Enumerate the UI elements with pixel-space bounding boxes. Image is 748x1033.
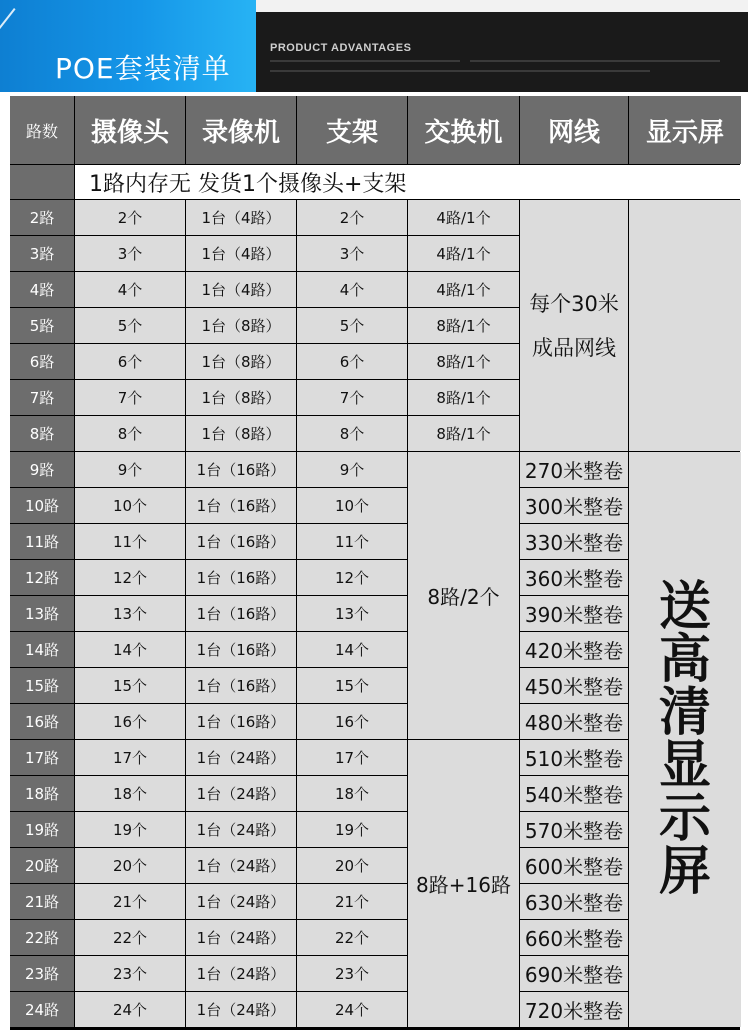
- camera-count-cell: 5个: [75, 308, 185, 343]
- header-nvr: 录像机: [186, 96, 296, 164]
- camera-count-cell: 10个: [75, 488, 185, 523]
- cable-length-cell: 510米整卷: [520, 740, 628, 775]
- camera-count-cell: 22个: [75, 920, 185, 955]
- banner-subtitle: PRODUCT ADVANTAGES: [270, 42, 412, 54]
- bracket-count-cell: 13个: [297, 596, 407, 631]
- camera-count-cell: 19个: [75, 812, 185, 847]
- bracket-count-cell: 10个: [297, 488, 407, 523]
- row-channel-label: 9路: [10, 452, 74, 487]
- cable-length-cell: 330米整卷: [520, 524, 628, 559]
- row-channel-label: 22路: [10, 920, 74, 955]
- camera-count-cell: 23个: [75, 956, 185, 991]
- cable-length-cell: 390米整卷: [520, 596, 628, 631]
- note-row-label: [10, 165, 74, 199]
- switch-cell: 4路/1个: [408, 236, 519, 271]
- row-channel-label: 24路: [10, 992, 74, 1027]
- header-display: 显示屏: [629, 96, 741, 164]
- camera-count-cell: 4个: [75, 272, 185, 307]
- bracket-count-cell: 24个: [297, 992, 407, 1027]
- switch-cell: 8路/1个: [408, 344, 519, 379]
- nvr-cell: 1台（16路）: [186, 596, 296, 631]
- camera-count-cell: 14个: [75, 632, 185, 667]
- row-channel-label: 20路: [10, 848, 74, 883]
- display-gift-char: 示: [658, 788, 711, 849]
- row-channel-label: 5路: [10, 308, 74, 343]
- bracket-count-cell: 12个: [297, 560, 407, 595]
- row-channel-label: 17路: [10, 740, 74, 775]
- row-channel-label: 7路: [10, 380, 74, 415]
- camera-count-cell: 12个: [75, 560, 185, 595]
- bracket-count-cell: 9个: [297, 452, 407, 487]
- switch-cell: 8路/1个: [408, 380, 519, 415]
- row-channel-label: 4路: [10, 272, 74, 307]
- banner: [0, 0, 748, 92]
- nvr-cell: 1台（8路）: [186, 416, 296, 451]
- row-channel-label: 11路: [10, 524, 74, 559]
- camera-count-cell: 6个: [75, 344, 185, 379]
- camera-count-cell: 20个: [75, 848, 185, 883]
- camera-count-cell: 11个: [75, 524, 185, 559]
- bracket-count-cell: 21个: [297, 884, 407, 919]
- nvr-cell: 1台（16路）: [186, 452, 296, 487]
- bracket-count-cell: 6个: [297, 344, 407, 379]
- header-bracket: 支架: [297, 96, 407, 164]
- row-channel-label: 21路: [10, 884, 74, 919]
- cable-length-cell: 540米整卷: [520, 776, 628, 811]
- camera-count-cell: 17个: [75, 740, 185, 775]
- bracket-count-cell: 11个: [297, 524, 407, 559]
- banner-decoration-line: [470, 60, 720, 62]
- bracket-count-cell: 2个: [297, 200, 407, 235]
- cable-length-cell: 660米整卷: [520, 920, 628, 955]
- camera-count-cell: 13个: [75, 596, 185, 631]
- banner-decoration-line: [270, 60, 460, 62]
- bracket-count-cell: 23个: [297, 956, 407, 991]
- nvr-cell: 1台（4路）: [186, 236, 296, 271]
- nvr-cell: 1台（8路）: [186, 308, 296, 343]
- nvr-cell: 1台（24路）: [186, 776, 296, 811]
- banner-slash-decoration: [0, 8, 16, 57]
- bracket-count-cell: 3个: [297, 236, 407, 271]
- cable-length-cell: 600米整卷: [520, 848, 628, 883]
- row-channel-label: 19路: [10, 812, 74, 847]
- nvr-cell: 1台（16路）: [186, 668, 296, 703]
- cable-length-cell: 720米整卷: [520, 992, 628, 1027]
- package-table: [10, 96, 740, 1030]
- header-channels: 路数: [10, 96, 74, 164]
- nvr-cell: 1台（16路）: [186, 488, 296, 523]
- display-gift-char: 显: [658, 735, 711, 796]
- nvr-cell: 1台（16路）: [186, 524, 296, 559]
- cable-note-line: 成品网线: [532, 335, 616, 360]
- camera-count-cell: 15个: [75, 668, 185, 703]
- nvr-cell: 1台（24路）: [186, 884, 296, 919]
- camera-count-cell: 7个: [75, 380, 185, 415]
- cable-note-line: 每个30米: [529, 291, 619, 316]
- row-channel-label: 3路: [10, 236, 74, 271]
- bracket-count-cell: 14个: [297, 632, 407, 667]
- cable-length-cell: 420米整卷: [520, 632, 628, 667]
- camera-count-cell: 21个: [75, 884, 185, 919]
- display-gift-char: 清: [658, 682, 711, 743]
- bracket-count-cell: 7个: [297, 380, 407, 415]
- bracket-count-cell: 18个: [297, 776, 407, 811]
- camera-count-cell: 2个: [75, 200, 185, 235]
- row-channel-label: 6路: [10, 344, 74, 379]
- bracket-count-cell: 8个: [297, 416, 407, 451]
- nvr-cell: 1台（4路）: [186, 272, 296, 307]
- row-channel-label: 12路: [10, 560, 74, 595]
- banner-title: POE套装清单: [55, 52, 231, 85]
- cable-length-cell: 630米整卷: [520, 884, 628, 919]
- row-channel-label: 10路: [10, 488, 74, 523]
- row-channel-label: 13路: [10, 596, 74, 631]
- switch-merged-cell: 8路+16路: [408, 740, 519, 1027]
- bracket-count-cell: 4个: [297, 272, 407, 307]
- row-channel-label: 14路: [10, 632, 74, 667]
- camera-count-cell: 16个: [75, 704, 185, 739]
- nvr-cell: 1台（16路）: [186, 560, 296, 595]
- note-text: 1路内存无 发货1个摄像头+支架: [75, 165, 741, 199]
- bracket-count-cell: 5个: [297, 308, 407, 343]
- nvr-cell: 1台（24路）: [186, 992, 296, 1027]
- cable-length-cell: 570米整卷: [520, 812, 628, 847]
- bracket-count-cell: 17个: [297, 740, 407, 775]
- camera-count-cell: 9个: [75, 452, 185, 487]
- bracket-count-cell: 16个: [297, 704, 407, 739]
- row-channel-label: 2路: [10, 200, 74, 235]
- display-gift-char: 高: [658, 629, 711, 690]
- switch-cell: 8路/1个: [408, 308, 519, 343]
- nvr-cell: 1台（8路）: [186, 380, 296, 415]
- cable-length-cell: 690米整卷: [520, 956, 628, 991]
- switch-cell: 4路/1个: [408, 200, 519, 235]
- nvr-cell: 1台（16路）: [186, 632, 296, 667]
- nvr-cell: 1台（24路）: [186, 812, 296, 847]
- cable-note-cell: [520, 200, 628, 451]
- nvr-cell: 1台（4路）: [186, 200, 296, 235]
- switch-cell: 8路/1个: [408, 416, 519, 451]
- nvr-cell: 1台（24路）: [186, 920, 296, 955]
- nvr-cell: 1台（16路）: [186, 704, 296, 739]
- cable-length-cell: 270米整卷: [520, 452, 628, 487]
- cable-length-cell: 360米整卷: [520, 560, 628, 595]
- banner-title-block: [0, 0, 256, 92]
- cable-length-cell: 450米整卷: [520, 668, 628, 703]
- header-cable: 网线: [520, 96, 628, 164]
- display-gift-char: 送: [658, 576, 711, 637]
- camera-count-cell: 24个: [75, 992, 185, 1027]
- nvr-cell: 1台（8路）: [186, 344, 296, 379]
- header-camera: 摄像头: [75, 96, 185, 164]
- banner-decoration-line: [270, 70, 650, 72]
- bracket-count-cell: 19个: [297, 812, 407, 847]
- camera-count-cell: 8个: [75, 416, 185, 451]
- nvr-cell: 1台（24路）: [186, 848, 296, 883]
- switch-cell: 4路/1个: [408, 272, 519, 307]
- row-channel-label: 23路: [10, 956, 74, 991]
- camera-count-cell: 3个: [75, 236, 185, 271]
- switch-merged-cell: 8路/2个: [408, 452, 519, 739]
- row-channel-label: 18路: [10, 776, 74, 811]
- row-channel-label: 8路: [10, 416, 74, 451]
- bracket-count-cell: 22个: [297, 920, 407, 955]
- header-switch: 交换机: [408, 96, 519, 164]
- row-channel-label: 16路: [10, 704, 74, 739]
- cable-length-cell: 300米整卷: [520, 488, 628, 523]
- bracket-count-cell: 20个: [297, 848, 407, 883]
- row-channel-label: 15路: [10, 668, 74, 703]
- nvr-cell: 1台（24路）: [186, 956, 296, 991]
- display-blank-cell: [629, 200, 741, 451]
- nvr-cell: 1台（24路）: [186, 740, 296, 775]
- display-gift-char: 屏: [658, 841, 711, 902]
- bracket-count-cell: 15个: [297, 668, 407, 703]
- camera-count-cell: 18个: [75, 776, 185, 811]
- display-gift-cell: [629, 452, 741, 1027]
- cable-length-cell: 480米整卷: [520, 704, 628, 739]
